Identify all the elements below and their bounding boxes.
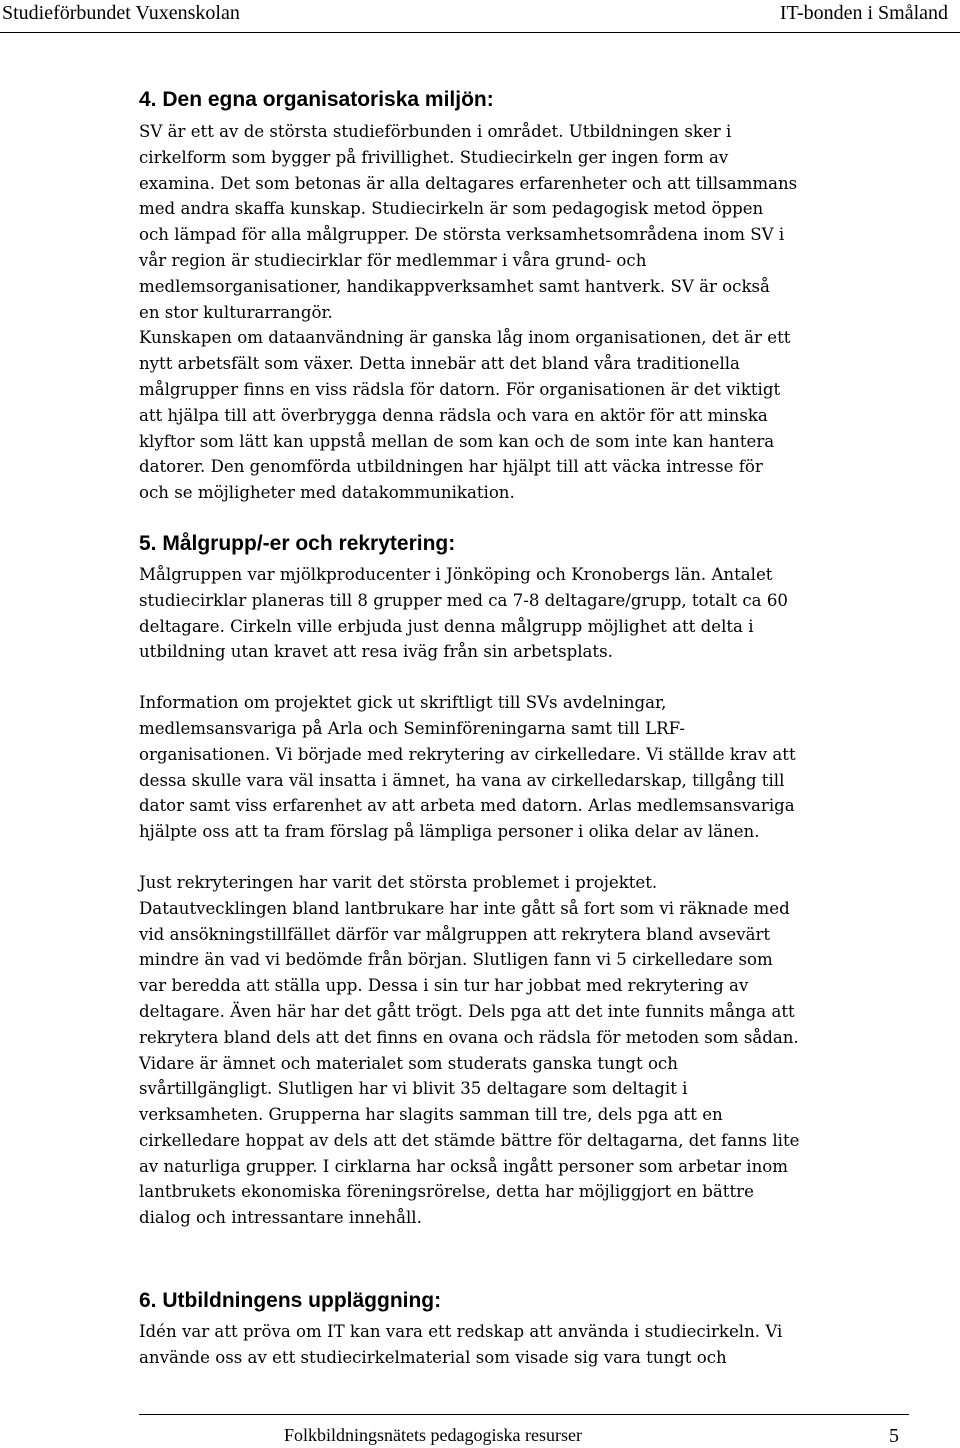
paragraph xyxy=(139,690,924,845)
text-line: målgrupper finns en viss rädsla för datorn. För organisationen är det viktigt xyxy=(139,379,781,399)
header-divider xyxy=(0,32,960,33)
text-line: verksamheten. Grupperna har slagits samman till tre, dels pga att en xyxy=(139,1105,723,1125)
footer-text: Folkbildningsnätets pedagogiska resurser xyxy=(284,1425,582,1445)
section-title: 5. Målgrupp/-er och rekrytering: xyxy=(139,531,456,555)
section-spacer xyxy=(139,506,924,530)
text-line: vår region är studiecirklar för medlemmar i våra grund- och xyxy=(139,250,647,270)
text-line: Idén var att pröva om IT kan vara ett redskap att använda i studiecirkeln. Vi xyxy=(139,1322,783,1342)
document-body xyxy=(139,86,924,1371)
page-number: 5 xyxy=(889,1425,899,1447)
text-line: medlemsorganisationer, handikappverksamhet samt hantverk. SV är också xyxy=(139,276,770,296)
paragraph xyxy=(139,1319,924,1371)
text-line: var beredda att ställa upp. Dessa i sin tur har jobbat med rekrytering av xyxy=(139,976,749,996)
text-line: cirkelledare hoppat av dels att det stämde bättre för deltagarna, det fanns lite xyxy=(139,1130,800,1150)
text-line: rekrytera bland dels att det finns en ovana och rädsla för metoden som sådan. xyxy=(139,1027,799,1047)
text-line: SV är ett av de största studieförbunden i området. Utbildningen sker i xyxy=(139,122,732,141)
text-line: av naturliga grupper. I cirklarna har också ingått personer som arbetar inom xyxy=(139,1156,788,1176)
text-line: klyftor som lätt kan uppstå mellan de som kan och de som inte kan hantera xyxy=(139,431,775,451)
text-line: dessa skulle vara väl insatta i ämnet, ha vana av cirkelledarskap, tillgång till xyxy=(139,770,785,790)
text-line: och lämpad för alla målgrupper. De största verksamhetsområdena inom SV i xyxy=(139,225,785,245)
paragraph xyxy=(139,870,924,1231)
text-line: nytt arbetsfält som växer. Detta innebär att det bland våra traditionella xyxy=(139,354,740,374)
text-line: och se möjligheter med datakommunikation. xyxy=(139,483,515,503)
text-line: använde oss av ett studiecirkelmaterial som visade sig vara tungt och xyxy=(139,1347,727,1367)
text-line: lantbrukets ekonomiska föreningsrörelse, detta har möjliggjort en bättre xyxy=(139,1182,754,1202)
text-line: deltagare. Även här har det gått trögt. Dels pga att det inte funnits många att xyxy=(139,1001,795,1021)
text-line: medlemsansvariga på Arla och Seminföreningarna samt till LRF- xyxy=(139,718,685,738)
header-left-text: Studieförbundet Vuxenskolan xyxy=(2,2,240,24)
text-line: dialog och intressantare innehåll. xyxy=(139,1208,422,1228)
section-spacer xyxy=(139,1231,924,1287)
text-line: att hjälpa till att överbrygga denna rädsla och vara en aktör för att minska xyxy=(139,405,768,425)
text-line: med andra skaffa kunskap. Studiecirkeln är som pedagogisk metod öppen xyxy=(139,199,764,219)
paragraph xyxy=(139,562,924,665)
text-line: Information om projektet gick ut skriftligt till SVs avdelningar, xyxy=(139,693,667,713)
text-line: utbildning utan kravet att resa iväg från sin arbetsplats. xyxy=(139,642,613,662)
section-title: 4. Den egna organisatoriska miljön: xyxy=(139,88,494,111)
text-line: Datautvecklingen bland lantbrukare har inte gått så fort som vi räknade med xyxy=(139,898,790,918)
section-title: 6. Utbildningens uppläggning: xyxy=(139,1289,442,1313)
page-header xyxy=(0,0,960,36)
text-line: Just rekryteringen har varit det största problemet i projektet. xyxy=(139,872,658,892)
text-line: Vidare är ämnet och materialet som studerats ganska tungt och xyxy=(139,1053,678,1073)
text-line: examina. Det som betonas är alla deltagares erfarenheter och att tillsammans xyxy=(139,173,798,193)
text-line: mindre än vad vi bedömde från början. Slutligen fann vi 5 cirkelledare som xyxy=(139,950,773,970)
text-line: Målgruppen var mjölkproducenter i Jönköping och Kronobergs län. Antalet xyxy=(139,564,773,584)
header-right-text: IT-bonden i Småland xyxy=(779,2,948,24)
text-line: hjälpte oss att ta fram förslag på lämpliga personer i olika delar av länen. xyxy=(139,822,760,842)
text-line: vid ansökningstillfället därför var målgruppen att rekrytera bland avsevärt xyxy=(139,924,771,944)
paragraph xyxy=(139,119,924,506)
text-line: deltagare. Cirkeln ville erbjuda just denna målgrupp möjlighet att delta i xyxy=(139,616,754,636)
text-line: Kunskapen om dataanvändning är ganska låg inom organisationen, det är ett xyxy=(139,328,791,348)
text-line: en stor kulturarrangör. xyxy=(139,302,333,322)
text-line: datorer. Den genomförda utbildningen har hjälpt till att väcka intresse för xyxy=(139,457,763,477)
text-line: cirkelform som bygger på frivillighet. Studiecirkeln ger ingen form av xyxy=(139,147,729,167)
footer-divider xyxy=(139,1414,909,1415)
text-line: dator samt viss erfarenhet av att arbeta med datorn. Arlas medlemsansvariga xyxy=(139,796,795,816)
text-line: organisationen. Vi började med rekrytering av cirkelledare. Vi ställde krav att xyxy=(139,744,796,764)
text-line: svårtillgängligt. Slutligen har vi blivit 35 deltagare som deltagit i xyxy=(139,1079,688,1099)
text-line: studiecirklar planeras till 8 grupper med ca 7-8 deltagare/grupp, totalt ca 60 xyxy=(139,590,788,610)
